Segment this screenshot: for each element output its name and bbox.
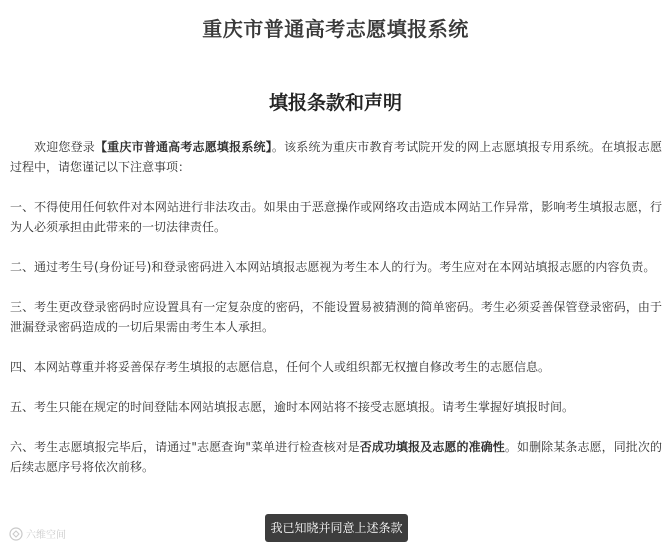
item6-bold-text: 否成功填报及志愿的准确性: [359, 440, 505, 454]
terms-heading: 填报条款和声明: [268, 92, 402, 114]
watermark-logo: [8, 526, 78, 542]
intro-text-before: 欢迎您登录: [34, 140, 95, 154]
terms-item-1: 一、不得使用任何软件对本网站进行非法攻击。如果由于恶意操作或网络攻击造成本网站工作异常，影响考生填报志愿，行为人必须承担由此带来的一切法律责任。: [10, 200, 662, 234]
intro-system-name: 【重庆市普通高考志愿填报系统】: [94, 140, 272, 154]
terms-content: [10, 137, 662, 497]
terms-item-6: [10, 437, 662, 477]
system-title: 重庆市普通高考志愿填报系统: [202, 17, 469, 41]
intro-text-after: 。该系统为重庆市教育考试院开发的网上志愿填报专用系统。在填报志愿过程中，请您谨记以下注意事项：: [10, 140, 662, 174]
item6-text-before: 六、考生志愿填报完毕后，请通过"志愿查询"菜单进行检查核对是: [10, 440, 360, 454]
item6-text-after: 。如删除某条志愿，同批次的后续志愿序号将依次前移。: [10, 440, 662, 474]
watermark-icon: [8, 526, 78, 542]
terms-item-3: 三、考生更改登录密码时应设置具有一定复杂度的密码，不能设置易被猜测的简单密码。考生必须妥善保管登录密码，由于泄漏登录密码造成的一切后果需由考生本人承担。: [10, 300, 662, 334]
watermark-text: 六维空间: [26, 530, 66, 541]
terms-item-2: 二、通过考生号(身份证号)和登录密码进入本网站填报志愿视为考生本人的行为。考生应对在本网站填报志愿的内容负责。: [10, 260, 656, 274]
intro-paragraph: [10, 137, 662, 177]
terms-item-4: 四、本网站尊重并将妥善保存考生填报的志愿信息，任何个人或组织都无权擅自修改考生的志愿信息。: [10, 360, 551, 374]
terms-item-5: 五、考生只能在规定的时间登陆本网站填报志愿，逾时本网站将不接受志愿填报。请考生掌握好填报时间。: [10, 400, 575, 414]
agree-button[interactable]: 我已知晓并同意上述条款: [265, 514, 408, 542]
